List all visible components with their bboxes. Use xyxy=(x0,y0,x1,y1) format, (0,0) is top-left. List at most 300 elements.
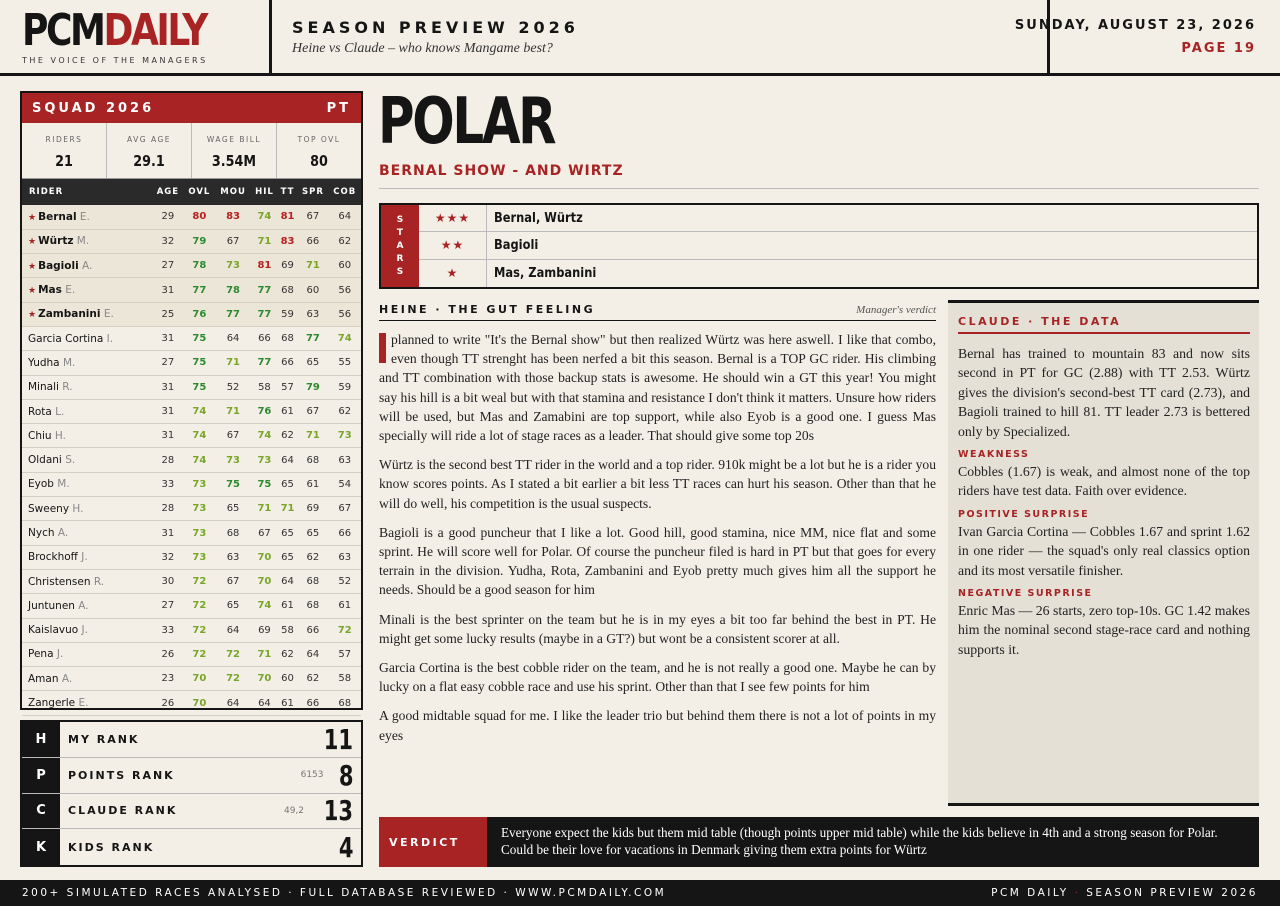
rider-stat: 64 xyxy=(281,454,294,466)
rider-stat: 60 xyxy=(281,673,294,685)
weakness-text: Cobbles (1.67) is weak, and almost none of the top riders have test data. Faith over evidence. xyxy=(958,464,1250,499)
rider-stat: 52 xyxy=(338,576,352,588)
rider-stat: 69 xyxy=(281,260,294,272)
rider-stat: 75 xyxy=(257,478,272,490)
rider-name-cell xyxy=(22,569,152,593)
rider-stat: 70 xyxy=(192,697,207,709)
rider-name-cell xyxy=(22,521,152,545)
rider-stat: 25 xyxy=(161,308,175,320)
rider-name-cell xyxy=(22,642,152,666)
stat-label: AVG AGE xyxy=(126,135,172,144)
footer-section: SEASON PREVIEW 2026 xyxy=(1086,887,1258,899)
column-header[interactable]: RIDER xyxy=(29,187,64,197)
column-header[interactable]: TT xyxy=(280,187,295,197)
rank-value: 11 xyxy=(323,722,353,756)
rider-stat: 65 xyxy=(226,503,240,515)
rider-stat: 71 xyxy=(257,648,272,660)
rider-name: Pena xyxy=(28,648,54,661)
logo-daily: DAILY xyxy=(103,5,206,56)
stars-row xyxy=(419,232,1257,259)
rider-name: Rota xyxy=(28,405,52,418)
rider-stat: 59 xyxy=(338,381,352,393)
rider-name-cell xyxy=(22,472,152,496)
rider-stat: 65 xyxy=(281,527,294,539)
rider-name: Mas xyxy=(38,284,62,297)
rider-name-cell xyxy=(22,229,152,253)
rider-row[interactable] xyxy=(22,375,361,399)
rider-stat: 75 xyxy=(226,478,241,490)
rider-row[interactable] xyxy=(22,302,361,326)
rider-stat: 62 xyxy=(306,551,320,563)
rider-stat: 68 xyxy=(306,576,320,588)
rider-stat: 73 xyxy=(192,527,207,539)
rider-stat: 66 xyxy=(338,527,352,539)
rider-initial: M. xyxy=(62,356,76,369)
rider-name-cell xyxy=(22,424,152,448)
weakness-label: WEAKNESS xyxy=(958,449,1030,461)
rider-row[interactable] xyxy=(22,229,361,253)
rider-stat: 26 xyxy=(161,697,175,709)
rider-stat: 71 xyxy=(257,503,272,515)
rider-stat: 31 xyxy=(161,406,175,418)
rider-stat: 80 xyxy=(192,211,207,223)
stars-label xyxy=(381,205,419,287)
rider-stat: 66 xyxy=(306,697,320,709)
column-header[interactable]: AGE xyxy=(156,187,180,197)
rider-name-cell xyxy=(22,254,152,278)
paragraph-text: Garcia Cortina is the best cobble rider on the team, and he is not really a good one. Maybe he can by lucky on a flat easy cobble race and use his sprint. Other than that I see few points for him xyxy=(379,660,936,695)
dropcap-bar xyxy=(379,333,386,363)
heine-paragraph xyxy=(379,658,936,696)
rider-stat: 78 xyxy=(192,260,207,272)
rider-name-cell xyxy=(22,351,152,375)
column-header[interactable]: COB xyxy=(333,187,357,197)
rider-stat: 57 xyxy=(281,381,294,393)
rider-stat: 64 xyxy=(258,697,271,709)
rank-letter: C xyxy=(22,794,60,829)
rider-stat: 77 xyxy=(257,357,272,369)
column-header[interactable]: HIL xyxy=(255,187,274,197)
rider-stat: 62 xyxy=(338,235,352,247)
stat-cell xyxy=(22,123,106,178)
rider-row[interactable] xyxy=(22,521,361,545)
star-icon: ★ xyxy=(28,286,37,297)
logo[interactable] xyxy=(22,5,270,72)
rider-stat: 60 xyxy=(338,260,352,272)
rider-stat: 73 xyxy=(337,430,352,442)
rider-stat: 77 xyxy=(192,284,207,296)
rider-stat: 61 xyxy=(281,406,294,418)
rank-row xyxy=(22,794,361,830)
rank-letter: P xyxy=(22,758,60,793)
rider-row[interactable] xyxy=(22,278,361,302)
positive-label: POSITIVE SURPRISE xyxy=(958,508,1090,520)
rider-stat: 70 xyxy=(257,673,272,685)
rider-stat: 64 xyxy=(226,697,240,709)
rider-stat: 64 xyxy=(226,624,240,636)
rider-stat: 76 xyxy=(192,308,207,320)
rider-stat: 61 xyxy=(281,697,294,709)
header-divider xyxy=(269,0,272,73)
stars-letter: A xyxy=(396,240,404,251)
rider-stat: 68 xyxy=(226,527,240,539)
rider-stat: 27 xyxy=(161,600,175,612)
rider-stat: 67 xyxy=(306,406,320,418)
rider-stat: 73 xyxy=(226,454,241,466)
rider-name-cell xyxy=(22,326,152,350)
footer-dot: · xyxy=(1074,887,1081,899)
rider-stat: 65 xyxy=(306,527,320,539)
rider-row[interactable] xyxy=(22,254,361,278)
rider-initial: I. xyxy=(106,332,114,345)
squad-title: SQUAD 2026 xyxy=(32,100,155,116)
rider-initial: H. xyxy=(72,502,84,515)
rider-name: Oldani xyxy=(28,454,62,467)
squad-panel xyxy=(20,91,363,710)
rider-stat: 67 xyxy=(226,235,240,247)
rider-initial: H. xyxy=(54,429,66,442)
rider-name: Chiu xyxy=(28,429,52,442)
rider-stat: 73 xyxy=(192,503,207,515)
rider-stat: 66 xyxy=(258,333,271,345)
rider-initial: J. xyxy=(81,551,88,564)
rider-stat: 57 xyxy=(338,648,352,660)
star-icon: ★★ xyxy=(419,232,487,258)
stars-names: Bagioli xyxy=(494,237,539,253)
rider-stat: 69 xyxy=(306,503,320,515)
rider-initial: A. xyxy=(61,672,73,685)
rank-label: CLAUDE RANK xyxy=(68,804,178,818)
verdict-text: Everyone expect the kids but them mid table (though points upper mid table) while the kids believe in 4th and a strong season for Polar. Could be their love for vacations in Denmark giving them extra points for Würtz xyxy=(501,825,1218,857)
rider-row[interactable] xyxy=(22,691,361,715)
rank-extra: 6153 xyxy=(300,770,324,781)
rider-stat: 71 xyxy=(280,503,295,515)
footer-brand: PCM DAILY xyxy=(991,887,1069,899)
claude-heading: CLAUDE · THE DATA xyxy=(958,315,1250,334)
rider-stat: 63 xyxy=(338,454,352,466)
paragraph-text: Würtz is the second best TT rider in the world and a top rider. 910k might be a lot but he is a rider you know scores points. As I stated a bit earlier a bit less TT races can hurt his season. Other than that he will do well, his competition is the usual suspects. xyxy=(379,457,936,511)
rider-initial: J. xyxy=(56,648,64,661)
rank-row xyxy=(22,758,361,794)
rider-stat: 30 xyxy=(161,576,175,588)
rider-name: Sweeny xyxy=(28,502,70,515)
rider-stat: 76 xyxy=(257,406,272,418)
rider-stat: 69 xyxy=(258,624,271,636)
rank-label: POINTS RANK xyxy=(68,768,175,782)
rider-stat: 77 xyxy=(305,333,320,345)
rider-row[interactable] xyxy=(22,424,361,448)
rank-label: MY RANK xyxy=(68,732,140,746)
negative-label: NEGATIVE SURPRISE xyxy=(958,588,1093,600)
rider-table xyxy=(22,179,361,716)
rider-stat: 74 xyxy=(257,211,272,223)
team-subtitle: BERNAL SHOW - AND WIRTZ xyxy=(379,163,624,179)
rider-row[interactable] xyxy=(22,351,361,375)
rider-name: Garcia Cortina xyxy=(28,332,104,345)
stars-letter: R xyxy=(396,253,404,264)
rider-stat: 61 xyxy=(281,600,294,612)
paragraph-text: A good midtable squad for me. I like the leader trio but behind them there is not a lot of points in my eyes xyxy=(379,708,936,743)
rider-stat: 71 xyxy=(226,357,241,369)
rider-row[interactable] xyxy=(22,205,361,229)
rider-row[interactable] xyxy=(22,642,361,666)
paragraph-text: Minali is the best sprinter on the team but he is in my eyes a bit too far behind the best in PT. He might get some lucky results (maybe in a GT?) but wont be a consistent scorer at all. xyxy=(379,611,936,646)
rider-initial: E. xyxy=(79,210,90,223)
stars-letter: S xyxy=(396,266,404,277)
footer xyxy=(0,880,1280,906)
rider-stat: 73 xyxy=(192,551,207,563)
rider-stat: 68 xyxy=(306,454,320,466)
rider-stat: 58 xyxy=(281,624,294,636)
rider-initial: R. xyxy=(93,575,105,588)
rider-initial: M. xyxy=(76,235,90,248)
stat-label: WAGE BILL xyxy=(206,135,262,144)
rider-row[interactable] xyxy=(22,667,361,691)
tagline: THE VOICE OF THE MANAGERS xyxy=(22,56,208,65)
rider-initial: E. xyxy=(103,308,114,321)
rider-stat: 74 xyxy=(192,406,207,418)
rider-row[interactable] xyxy=(22,545,361,569)
rider-stat: 68 xyxy=(281,284,294,296)
rider-stat: 67 xyxy=(226,430,240,442)
rider-stat: 66 xyxy=(281,357,294,369)
rider-stat: 77 xyxy=(226,308,241,320)
rider-stat: 75 xyxy=(192,333,207,345)
rider-name: Zangerle xyxy=(28,697,76,710)
rider-stat: 31 xyxy=(161,381,175,393)
rider-stat: 74 xyxy=(337,333,352,345)
divider xyxy=(379,188,1259,189)
column-header[interactable]: OVL xyxy=(188,187,211,197)
rider-stat: 62 xyxy=(281,648,294,660)
stat-cell xyxy=(276,123,361,178)
rider-stat: 67 xyxy=(306,211,320,223)
rider-stat: 77 xyxy=(257,284,272,296)
rider-stat: 32 xyxy=(161,235,175,247)
rider-name: Brockhoff xyxy=(28,551,78,564)
paragraph-text: planned to write "It's the Bernal show" but then realized Würtz was here aswell. I like that combo, even though TT strenght has been nerfed a bit this season. Bernal is a TOP GC rider. His climbing and TT combination with those backup stats is awesome. He should win a GT this year! You might say his hill is a bit weal but with that stamina and resistance I don't think it matters. Unsure how riders will be used, but Mas and Zamabini are top support, while also Eyob is a good one. I guess Mas specially will ride a lot of stage races as a leader. That should give some top 20s xyxy=(379,332,936,444)
rider-name: Christensen xyxy=(28,575,91,588)
rider-name-cell xyxy=(22,375,152,399)
rider-stat: 63 xyxy=(338,551,352,563)
rider-stat: 67 xyxy=(226,576,240,588)
heine-paragraph xyxy=(379,706,936,744)
footer-left: 200+ SIMULATED RACES ANALYSED · FULL DATABASE REVIEWED · WWW.PCMDAILY.COM xyxy=(22,887,667,899)
rider-stat: 71 xyxy=(257,235,272,247)
stars-row xyxy=(419,205,1257,232)
rider-row[interactable] xyxy=(22,569,361,593)
rider-initial: A. xyxy=(78,599,89,612)
stat-value: 29.1 xyxy=(133,152,165,170)
stars-letter: S xyxy=(396,214,404,225)
rider-stat: 62 xyxy=(338,406,352,418)
heine-paragraph xyxy=(379,523,936,600)
rider-stat: 83 xyxy=(226,211,241,223)
rider-row[interactable] xyxy=(22,326,361,350)
rider-row[interactable] xyxy=(22,399,361,423)
column-header[interactable]: MOU xyxy=(220,187,246,197)
rider-stat: 54 xyxy=(338,478,352,490)
heine-paragraph xyxy=(379,330,936,445)
rider-stat: 65 xyxy=(226,600,240,612)
masthead xyxy=(0,0,1280,76)
rider-stat: 68 xyxy=(338,697,352,709)
rider-stat: 72 xyxy=(192,600,207,612)
rider-name-cell xyxy=(22,594,152,618)
rider-stat: 31 xyxy=(161,284,175,296)
negative-text: Enric Mas — 26 starts, zero top-10s. GC 1.42 makes him the nominal second stage-race card and nothing supports it. xyxy=(958,603,1250,657)
rider-row[interactable] xyxy=(22,618,361,642)
rider-stat: 75 xyxy=(192,357,207,369)
verdict-bar xyxy=(379,817,1259,867)
rider-stat: 27 xyxy=(161,260,175,272)
rider-stat: 64 xyxy=(338,211,352,223)
rider-stat: 62 xyxy=(281,430,294,442)
rider-stat: 70 xyxy=(257,551,272,563)
rider-name-cell xyxy=(22,497,152,521)
rider-stat: 56 xyxy=(338,308,352,320)
rider-stat: 74 xyxy=(192,430,207,442)
rider-initial: E. xyxy=(65,284,76,297)
rider-initial: S. xyxy=(65,454,76,467)
stat-value: 3.54M xyxy=(211,152,257,170)
rider-name-cell xyxy=(22,545,152,569)
rider-stat: 72 xyxy=(192,576,207,588)
rider-initial: M. xyxy=(57,478,70,491)
rider-stat: 71 xyxy=(305,260,320,272)
rider-stat: 64 xyxy=(281,576,294,588)
rank-value: 13 xyxy=(323,794,353,828)
stat-label: TOP OVL xyxy=(297,135,341,144)
rider-stat: 81 xyxy=(257,260,272,272)
rider-stat: 31 xyxy=(161,527,175,539)
rider-initial: L. xyxy=(55,405,65,418)
rider-stat: 60 xyxy=(306,284,320,296)
rider-stat: 79 xyxy=(192,235,207,247)
star-icon: ★ xyxy=(28,237,37,248)
page-number: PAGE 19 xyxy=(1181,41,1256,56)
rider-row[interactable] xyxy=(22,472,361,496)
rider-stat: 58 xyxy=(258,381,271,393)
ranks-panel xyxy=(20,720,363,867)
rank-value: 8 xyxy=(338,758,353,792)
rider-stat: 23 xyxy=(161,673,175,685)
heine-heading: HEINE · THE GUT FEELING xyxy=(379,303,596,316)
rider-name-cell xyxy=(22,399,152,423)
positive-text: Ivan Garcia Cortina — Cobbles 1.67 and sprint 1.62 in one rider — the squad's only real classics option and its most versatile finisher. xyxy=(958,523,1250,578)
stars-names: Mas, Zambanini xyxy=(494,265,597,281)
rider-name-cell xyxy=(22,205,152,229)
rider-name: Kaislavuo xyxy=(28,624,79,637)
squad-stats xyxy=(22,123,361,179)
rider-stat: 59 xyxy=(281,308,294,320)
team-name: POLAR xyxy=(378,85,555,159)
column-header[interactable]: SPR xyxy=(301,187,324,197)
rider-name-cell xyxy=(22,448,152,472)
squad-division: PT xyxy=(326,100,351,116)
star-icon: ★ xyxy=(28,212,37,223)
squad-header xyxy=(22,93,361,123)
stat-label: RIDERS xyxy=(45,135,83,144)
issue-date: SUNDAY, AUGUST 23, 2026 xyxy=(1014,18,1256,33)
rider-name-cell xyxy=(22,302,152,326)
claude-panel xyxy=(948,300,1259,806)
rider-initial: A. xyxy=(82,259,93,272)
section-subtitle: Heine vs Claude – who knows Mangame best? xyxy=(292,41,553,56)
rider-name: Juntunen xyxy=(28,599,75,612)
rider-stat: 67 xyxy=(338,503,352,515)
rider-stat: 27 xyxy=(161,357,175,369)
rider-stat: 74 xyxy=(192,454,207,466)
rider-stat: 31 xyxy=(161,430,175,442)
rider-stat: 79 xyxy=(305,381,320,393)
star-icon: ★ xyxy=(28,310,37,321)
claude-intro: Bernal has trained to mountain 83 and now sits second in PT for GC (2.88) with TT 2.53. Würtz gives the division's second-best TT card (2.73), and Bagioli trained to hill 81. TT leader 2.73 is bettered only by Specialized. xyxy=(958,346,1250,439)
rider-name-cell xyxy=(22,691,152,715)
logo-pcm: PCM xyxy=(22,5,104,56)
rank-value: 4 xyxy=(338,830,353,864)
rider-initial: R. xyxy=(62,381,73,394)
rider-name: Eyob xyxy=(28,478,54,491)
rider-stat: 74 xyxy=(257,600,272,612)
rider-name-cell xyxy=(22,618,152,642)
rider-name: Nych xyxy=(28,527,55,539)
heine-paragraph xyxy=(379,455,936,513)
rider-stat: 70 xyxy=(192,673,207,685)
rider-stat: 56 xyxy=(338,284,352,296)
rider-stat: 28 xyxy=(161,503,175,515)
rider-name: Zambanini xyxy=(38,308,101,321)
rider-stat: 58 xyxy=(338,673,352,685)
rider-stat: 33 xyxy=(161,478,175,490)
rider-name: Aman xyxy=(28,672,59,685)
issue-info xyxy=(1015,18,1256,56)
rider-stat: 65 xyxy=(281,551,294,563)
rider-name: Minali xyxy=(28,381,59,394)
section-title: SEASON PREVIEW 2026 xyxy=(292,18,579,37)
rider-row[interactable] xyxy=(22,448,361,472)
rider-stat: 72 xyxy=(226,648,241,660)
section-heading xyxy=(292,18,579,57)
rider-row[interactable] xyxy=(22,497,361,521)
rider-name-cell xyxy=(22,667,152,691)
rider-stat: 55 xyxy=(338,357,352,369)
rider-stat: 65 xyxy=(306,357,320,369)
rider-stat: 31 xyxy=(161,333,175,345)
paragraph-text: Bagioli is a good puncheur that I like a lot. Good hill, good stamina, nice MM, nice flat and some sprint. He will score well for Polar. Of course the puncheur filed is hard in PT but that goes for every terrain in the division. Yudha, Rota, Zambanini and Eyob pretty much gives him all the support he needs. Should be a good season for him xyxy=(379,524,936,598)
rider-stat: 62 xyxy=(306,673,320,685)
rider-table-header xyxy=(22,179,361,205)
rank-row xyxy=(22,829,361,865)
rider-stat: 71 xyxy=(305,430,320,442)
stat-cell xyxy=(106,123,191,178)
rider-row[interactable] xyxy=(22,594,361,618)
stars-names: Bernal, Würtz xyxy=(494,210,583,226)
rider-name: Yudha xyxy=(28,356,60,369)
star-icon: ★★★ xyxy=(419,205,487,231)
rider-stat: 33 xyxy=(161,624,175,636)
heine-tag: Manager's verdict xyxy=(856,304,936,316)
rider-stat: 61 xyxy=(338,600,352,612)
rider-stat: 29 xyxy=(161,211,175,223)
rider-initial: E. xyxy=(78,697,89,710)
stars-row xyxy=(419,260,1257,287)
rank-label: KIDS RANK xyxy=(68,840,155,854)
star-icon: ★ xyxy=(419,260,487,287)
rider-stat: 72 xyxy=(226,673,241,685)
stat-cell xyxy=(191,123,276,178)
rider-stat: 72 xyxy=(192,624,207,636)
